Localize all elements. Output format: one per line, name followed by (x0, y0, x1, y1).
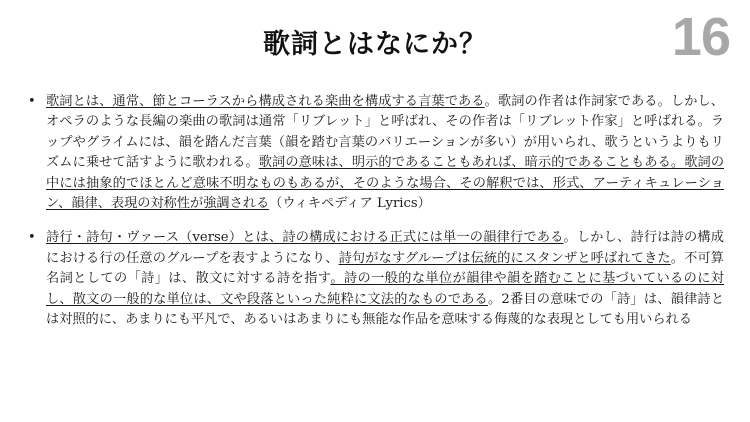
text-segment: 。詩の一般的な単位が韻律や韻を踏むことに基づいているのに対し、散文の一般的な単位は、文や段落といった純粋に文法的なものである (46, 271, 724, 307)
text-segment: 詩行・詩句・ヴァース（verse）とは、詩の構成における正式には単一の韻律行である (46, 230, 564, 246)
slide-title: 歌詞とはなにか？ (263, 29, 487, 60)
bullet-dot-icon: • (28, 94, 36, 109)
text-segment: 。歌詞の作者は作詞家である。しかし、オペラのような長編の楽曲の歌詞は通常「リブレット」と呼ばれ、その作者は「リブレット作家」と呼ばれる。ラップやグライムには、韻を踏んだ言葉（韻を踏む言葉のバリエーションが多い）が用いられ、歌うというよりもリズムに乗せて話すように歌われる。 (46, 94, 724, 171)
bullet-list (28, 92, 725, 330)
text-segment: （ウィキペディア Lyrics） (269, 196, 431, 212)
bullet-dot-icon: • (28, 230, 36, 246)
slide-number: 16 (671, 7, 730, 67)
bullet-verse (28, 228, 725, 330)
text-segment: 詩句がなすグループは伝統的にスタンザと呼ばれてきた (338, 250, 671, 266)
text-segment: 歌詞の意味は、明示的であることもあれば、暗示的であることもある。歌詞の中には抽象的でほとんど意味不明なものもあるが、そのような場合、その解釈では、形式、アーティキュレーション、韻律、表現の対称性が強調される (46, 155, 725, 212)
text-segment: 歌詞とは、通常、節とコーラスから構成される楽曲を構成する言葉である (46, 94, 485, 109)
text-segment: 。不可算名詞としての「詩」は、散文に対する詩を指す (46, 250, 724, 287)
text-segment: 。しかし、詩行は詩の構成における行の任意のグループを表すようになり、 (46, 230, 724, 266)
bullet-lyrics (28, 92, 725, 214)
text-segment: 。2番目の意味での「詩」は、韻律詩とは対照的に、あまりにも平凡で、あるいはあまりにも無能な作品を意味する侮蔑的な表現としても用いられる (46, 291, 725, 328)
